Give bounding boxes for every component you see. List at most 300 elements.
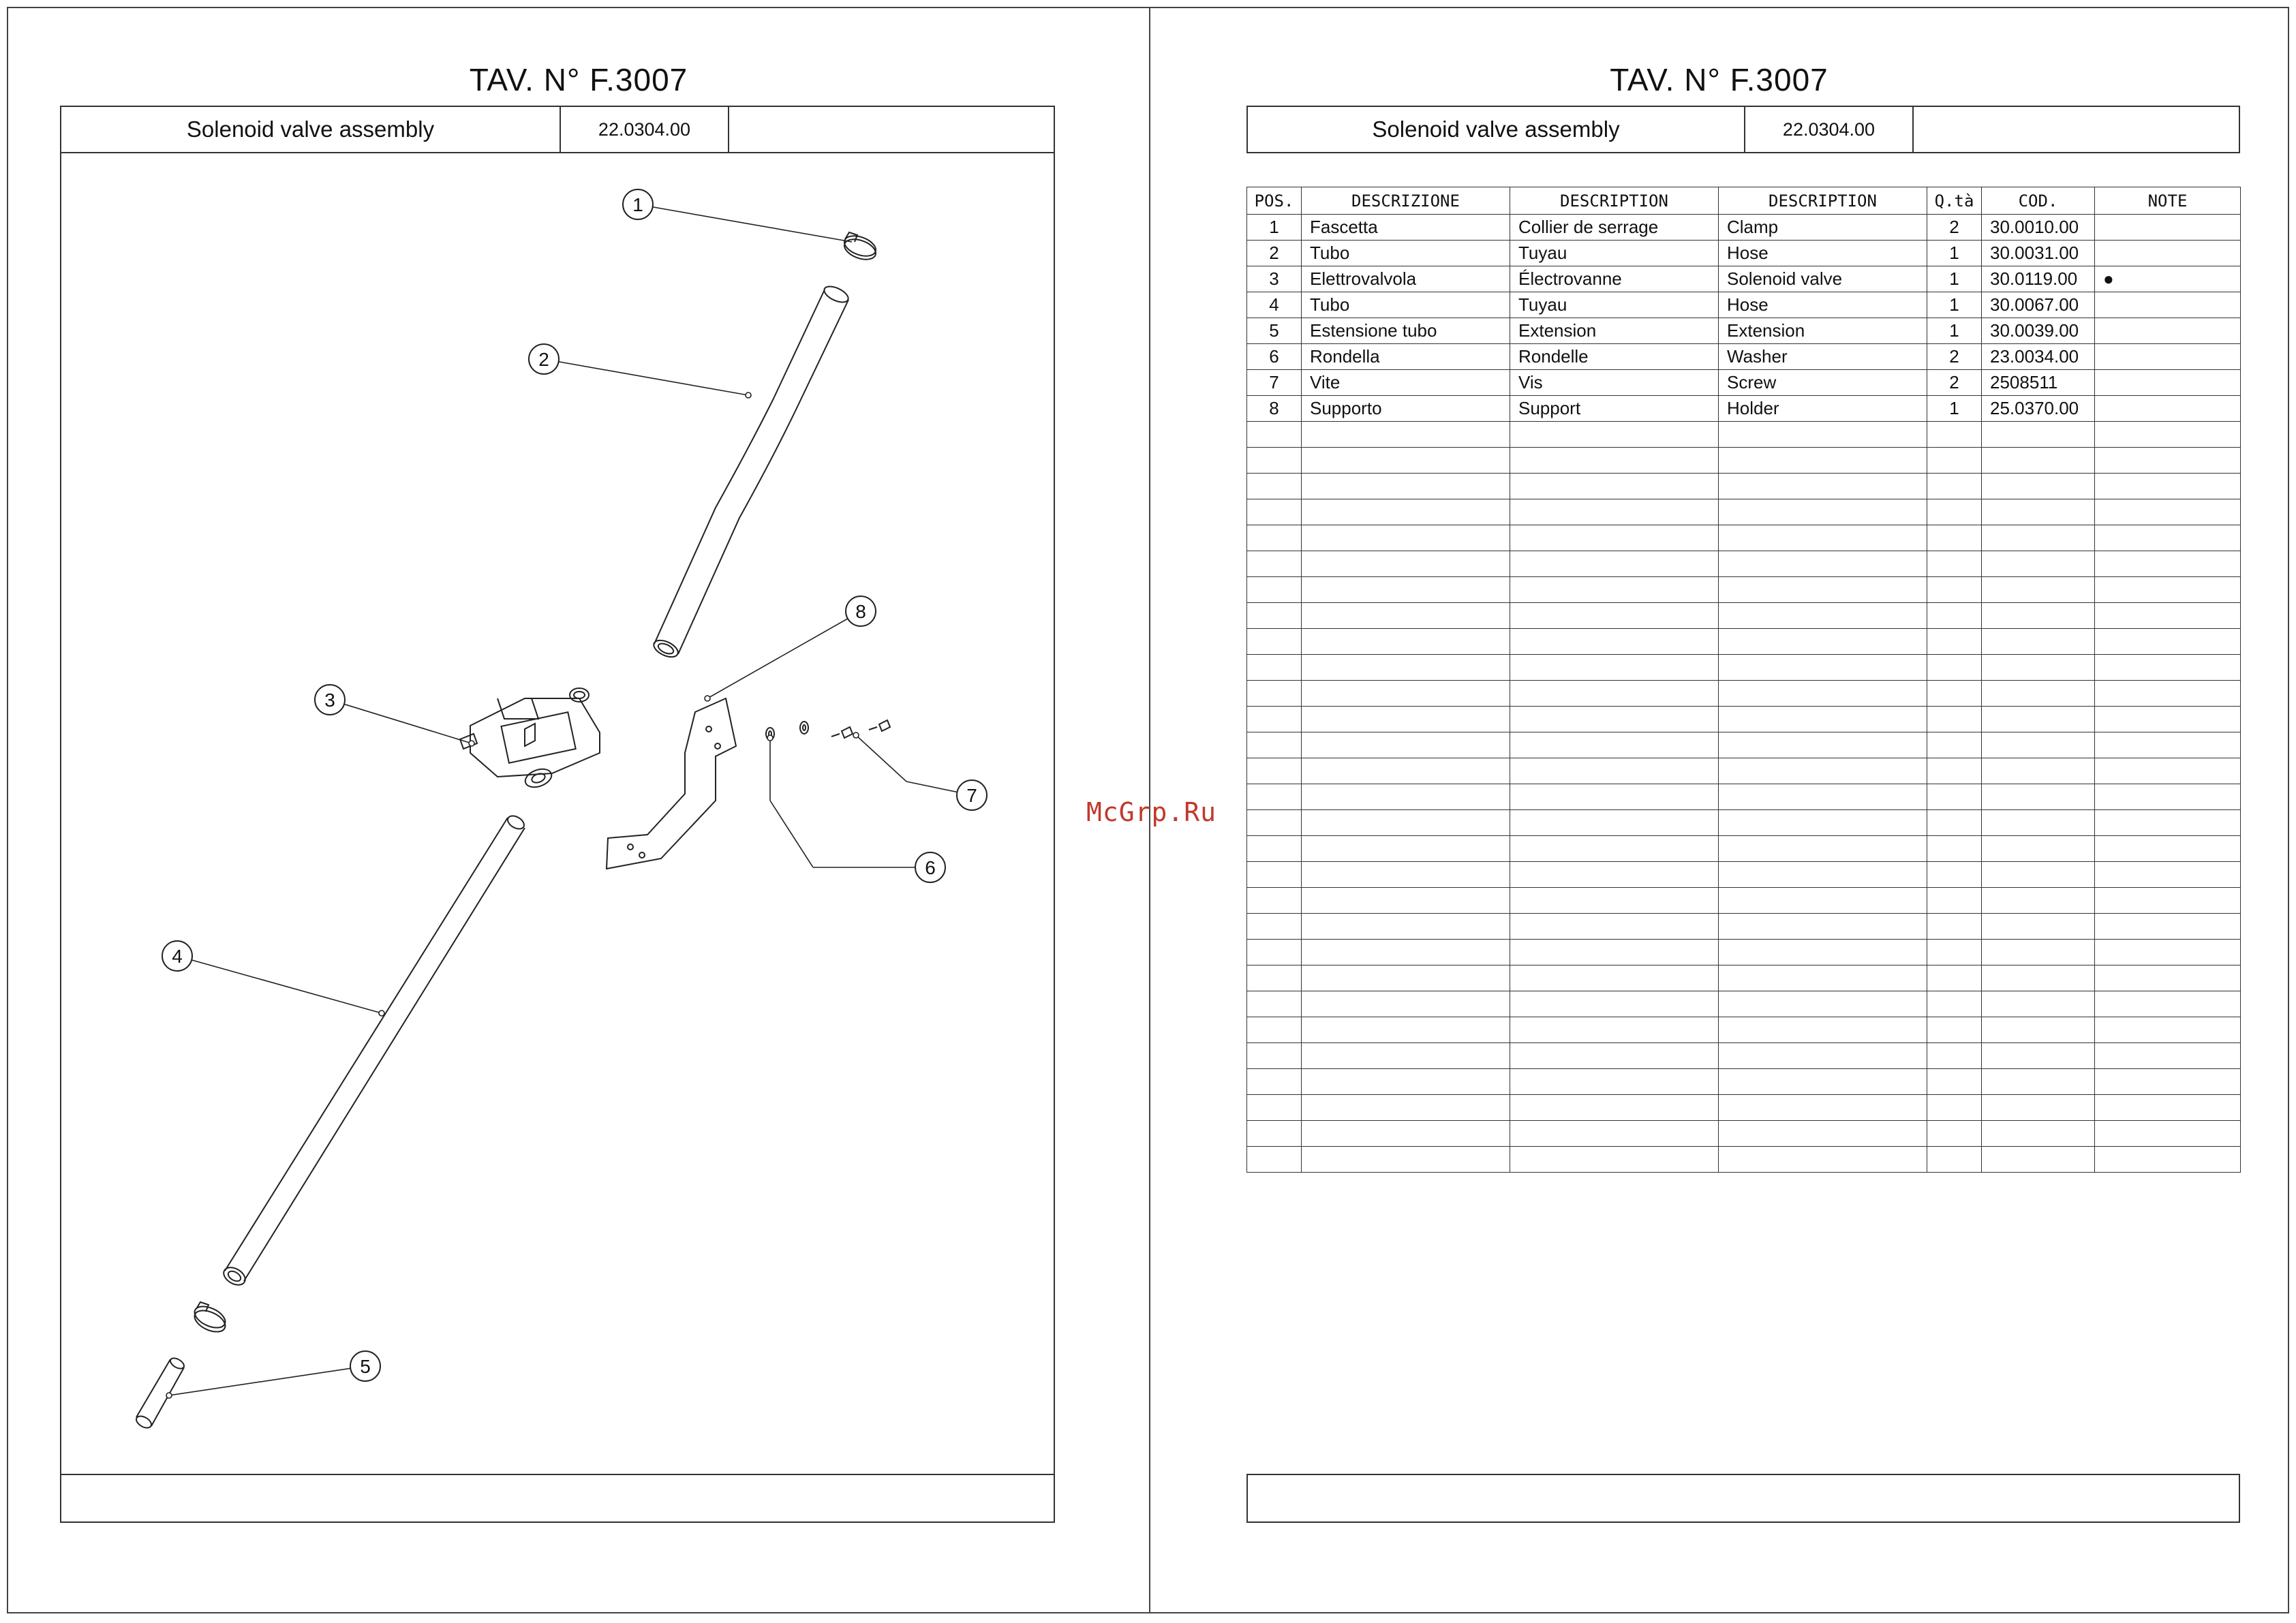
description-fr-cell xyxy=(1510,732,1719,758)
pos-cell xyxy=(1247,965,1302,991)
table-row xyxy=(1247,266,2241,292)
description-fr-cell: Support xyxy=(1510,396,1719,422)
description-fr-cell xyxy=(1510,836,1719,862)
descrizione-cell: Fascetta xyxy=(1302,215,1510,241)
parts-footer xyxy=(1246,1474,2240,1523)
drawing-sheet xyxy=(7,7,1150,1613)
note-cell xyxy=(2095,732,2241,758)
empty-table-row xyxy=(1247,577,2241,603)
pos-cell xyxy=(1247,603,1302,629)
description-fr-cell xyxy=(1510,1095,1719,1121)
qty-cell xyxy=(1927,1121,1982,1147)
callout-2-label: 2 xyxy=(538,349,549,370)
descrizione-cell: Rondella xyxy=(1302,344,1510,370)
descrizione-cell xyxy=(1302,888,1510,914)
code-cell xyxy=(1982,499,2095,525)
code-cell xyxy=(1982,914,2095,940)
description-en-cell: Screw xyxy=(1719,370,1927,396)
col-code: COD. xyxy=(1982,187,2095,215)
callout-8-label: 8 xyxy=(855,601,866,622)
description-fr-cell xyxy=(1510,758,1719,784)
descrizione-cell xyxy=(1302,525,1510,551)
descrizione-cell xyxy=(1302,862,1510,888)
descrizione-cell: Tubo xyxy=(1302,292,1510,318)
pos-cell: 2 xyxy=(1247,241,1302,266)
description-fr-cell: Vis xyxy=(1510,370,1719,396)
pos-cell xyxy=(1247,681,1302,707)
description-en-cell xyxy=(1719,914,1927,940)
note-cell xyxy=(2095,241,2241,266)
description-en-cell xyxy=(1719,448,1927,474)
code-cell xyxy=(1982,603,2095,629)
qty-cell xyxy=(1927,888,1982,914)
pos-cell xyxy=(1247,888,1302,914)
description-en-cell xyxy=(1719,1121,1927,1147)
code-cell xyxy=(1982,888,2095,914)
description-en-cell xyxy=(1719,603,1927,629)
description-en-cell xyxy=(1719,681,1927,707)
empty-table-row xyxy=(1247,810,2241,836)
description-en-cell xyxy=(1719,758,1927,784)
descrizione-cell xyxy=(1302,1095,1510,1121)
col-description-fr: DESCRIPTION xyxy=(1510,187,1719,215)
description-en-cell xyxy=(1719,1069,1927,1095)
note-cell xyxy=(2095,862,2241,888)
assembly-header-right xyxy=(1246,106,2240,153)
empty-table-row xyxy=(1247,551,2241,577)
description-en-cell xyxy=(1719,836,1927,862)
code-cell xyxy=(1982,707,2095,732)
empty-table-row xyxy=(1247,629,2241,655)
qty-cell: 2 xyxy=(1927,215,1982,241)
description-en-cell xyxy=(1719,422,1927,448)
pos-cell: 8 xyxy=(1247,396,1302,422)
description-fr-cell xyxy=(1510,1147,1719,1173)
qty-cell xyxy=(1927,732,1982,758)
description-en-cell xyxy=(1719,1043,1927,1069)
qty-cell xyxy=(1927,862,1982,888)
empty-table-row xyxy=(1247,732,2241,758)
assembly-extra xyxy=(729,107,1054,152)
code-cell xyxy=(1982,732,2095,758)
empty-table-row xyxy=(1247,681,2241,707)
description-en-cell xyxy=(1719,655,1927,681)
code-cell: 30.0119.00 xyxy=(1982,266,2095,292)
description-fr-cell xyxy=(1510,681,1719,707)
descrizione-cell: Estensione tubo xyxy=(1302,318,1510,344)
pos-cell xyxy=(1247,758,1302,784)
code-cell xyxy=(1982,1069,2095,1095)
pos-cell xyxy=(1247,1043,1302,1069)
description-fr-cell xyxy=(1510,914,1719,940)
description-en-cell xyxy=(1719,499,1927,525)
qty-cell xyxy=(1927,681,1982,707)
table-row xyxy=(1247,215,2241,241)
description-en-cell xyxy=(1719,1017,1927,1043)
description-en-cell xyxy=(1719,784,1927,810)
parts-table xyxy=(1246,187,2241,1173)
note-cell xyxy=(2095,681,2241,707)
part-solenoid-valve xyxy=(460,688,600,790)
qty-cell: 1 xyxy=(1927,318,1982,344)
note-cell xyxy=(2095,422,2241,448)
description-en-cell xyxy=(1719,474,1927,499)
qty-cell xyxy=(1927,629,1982,655)
code-cell xyxy=(1982,784,2095,810)
empty-table-row xyxy=(1247,707,2241,732)
qty-cell xyxy=(1927,474,1982,499)
note-cell xyxy=(2095,292,2241,318)
note-cell xyxy=(2095,1069,2241,1095)
empty-table-row xyxy=(1247,1069,2241,1095)
pos-cell xyxy=(1247,448,1302,474)
description-en-cell xyxy=(1719,577,1927,603)
note-cell xyxy=(2095,603,2241,629)
qty-cell xyxy=(1927,448,1982,474)
description-fr-cell xyxy=(1510,810,1719,836)
pos-cell xyxy=(1247,551,1302,577)
pos-cell xyxy=(1247,1121,1302,1147)
assembly-name-right: Solenoid valve assembly xyxy=(1248,107,1745,152)
code-cell xyxy=(1982,422,2095,448)
pos-cell xyxy=(1247,629,1302,655)
table-header-row xyxy=(1247,187,2241,215)
description-en-cell xyxy=(1719,940,1927,965)
qty-cell xyxy=(1927,499,1982,525)
part-holder-bracket xyxy=(607,698,736,869)
empty-table-row xyxy=(1247,862,2241,888)
code-cell xyxy=(1982,1121,2095,1147)
note-cell xyxy=(2095,525,2241,551)
code-cell: 25.0370.00 xyxy=(1982,396,2095,422)
note-cell xyxy=(2095,1043,2241,1069)
empty-table-row xyxy=(1247,914,2241,940)
qty-cell xyxy=(1927,758,1982,784)
note-cell xyxy=(2095,215,2241,241)
qty-cell: 1 xyxy=(1927,396,1982,422)
code-cell: 2508511 xyxy=(1982,370,2095,396)
note-cell xyxy=(2095,784,2241,810)
callout-6-label: 6 xyxy=(925,857,936,878)
description-en-cell: Clamp xyxy=(1719,215,1927,241)
qty-cell xyxy=(1927,603,1982,629)
qty-cell xyxy=(1927,940,1982,965)
description-en-cell xyxy=(1719,991,1927,1017)
code-cell xyxy=(1982,1147,2095,1173)
description-fr-cell: Tuyau xyxy=(1510,241,1719,266)
pos-cell xyxy=(1247,1069,1302,1095)
code-cell xyxy=(1982,836,2095,862)
note-cell xyxy=(2095,551,2241,577)
code-cell xyxy=(1982,1043,2095,1069)
note-cell xyxy=(2095,370,2241,396)
pos-cell xyxy=(1247,1017,1302,1043)
callout-6 xyxy=(915,852,945,882)
col-descrizione: DESCRIZIONE xyxy=(1302,187,1510,215)
pos-cell xyxy=(1247,836,1302,862)
description-fr-cell xyxy=(1510,1121,1719,1147)
note-cell xyxy=(2095,396,2241,422)
description-fr-cell xyxy=(1510,784,1719,810)
description-fr-cell xyxy=(1510,525,1719,551)
description-en-cell xyxy=(1719,551,1927,577)
table-row xyxy=(1247,344,2241,370)
note-cell xyxy=(2095,836,2241,862)
callout-5-label: 5 xyxy=(360,1356,371,1377)
note-cell xyxy=(2095,474,2241,499)
empty-table-row xyxy=(1247,965,2241,991)
qty-cell xyxy=(1927,525,1982,551)
description-fr-cell xyxy=(1510,940,1719,965)
col-pos: POS. xyxy=(1247,187,1302,215)
description-en-cell xyxy=(1719,965,1927,991)
description-en-cell xyxy=(1719,888,1927,914)
description-en-cell xyxy=(1719,707,1927,732)
pos-cell: 1 xyxy=(1247,215,1302,241)
page-title: TAV. N° F.3007 xyxy=(469,62,688,97)
empty-table-row xyxy=(1247,499,2241,525)
assembly-header xyxy=(60,106,1055,153)
descrizione-cell: Elettrovalvola xyxy=(1302,266,1510,292)
description-en-cell xyxy=(1719,732,1927,758)
description-en-cell xyxy=(1719,862,1927,888)
callout-3 xyxy=(315,685,345,715)
code-cell xyxy=(1982,655,2095,681)
descrizione-cell xyxy=(1302,1121,1510,1147)
descrizione-cell: Supporto xyxy=(1302,396,1510,422)
pos-cell xyxy=(1247,499,1302,525)
descrizione-cell xyxy=(1302,629,1510,655)
callout-8 xyxy=(846,596,876,626)
empty-table-row xyxy=(1247,603,2241,629)
code-cell xyxy=(1982,862,2095,888)
note-cell xyxy=(2095,318,2241,344)
empty-table-row xyxy=(1247,448,2241,474)
qty-cell: 1 xyxy=(1927,292,1982,318)
code-cell xyxy=(1982,991,2095,1017)
empty-table-row xyxy=(1247,655,2241,681)
qty-cell xyxy=(1927,1017,1982,1043)
code-cell xyxy=(1982,1095,2095,1121)
note-cell xyxy=(2095,344,2241,370)
qty-cell xyxy=(1927,1043,1982,1069)
part-hose-curved xyxy=(652,283,851,660)
note-cell xyxy=(2095,810,2241,836)
pos-cell: 6 xyxy=(1247,344,1302,370)
description-fr-cell xyxy=(1510,422,1719,448)
callout-7-label: 7 xyxy=(966,785,977,806)
callout-1-label: 1 xyxy=(632,194,643,215)
description-en-cell: Hose xyxy=(1719,292,1927,318)
table-row xyxy=(1247,396,2241,422)
pos-cell xyxy=(1247,1147,1302,1173)
qty-cell xyxy=(1927,1095,1982,1121)
description-en-cell xyxy=(1719,1095,1927,1121)
callout-7 xyxy=(957,780,987,810)
description-en-cell: Hose xyxy=(1719,241,1927,266)
qty-cell xyxy=(1927,991,1982,1017)
pos-cell xyxy=(1247,810,1302,836)
empty-table-row xyxy=(1247,1121,2241,1147)
descrizione-cell xyxy=(1302,836,1510,862)
note-cell xyxy=(2095,914,2241,940)
descrizione-cell xyxy=(1302,655,1510,681)
pos-cell: 7 xyxy=(1247,370,1302,396)
callout-3-label: 3 xyxy=(324,690,335,711)
description-fr-cell xyxy=(1510,707,1719,732)
note-cell xyxy=(2095,629,2241,655)
part-clamp-lower xyxy=(192,1302,228,1336)
qty-cell xyxy=(1927,707,1982,732)
note-cell xyxy=(2095,1017,2241,1043)
empty-table-row xyxy=(1247,888,2241,914)
description-fr-cell xyxy=(1510,577,1719,603)
descrizione-cell xyxy=(1302,965,1510,991)
col-description-en: DESCRIPTION xyxy=(1719,187,1927,215)
empty-table-row xyxy=(1247,422,2241,448)
descrizione-cell xyxy=(1302,681,1510,707)
qty-cell: 2 xyxy=(1927,344,1982,370)
descrizione-cell xyxy=(1302,499,1510,525)
empty-table-row xyxy=(1247,474,2241,499)
table-row xyxy=(1247,292,2241,318)
note-cell xyxy=(2095,448,2241,474)
code-cell: 30.0067.00 xyxy=(1982,292,2095,318)
table-row xyxy=(1247,370,2241,396)
descrizione-cell xyxy=(1302,1147,1510,1173)
description-fr-cell xyxy=(1510,448,1719,474)
drawing-area xyxy=(60,152,1055,1475)
watermark: McGrp.Ru xyxy=(1086,797,1217,827)
descrizione-cell xyxy=(1302,707,1510,732)
descrizione-cell: Tubo xyxy=(1302,241,1510,266)
description-en-cell xyxy=(1719,810,1927,836)
qty-cell xyxy=(1927,810,1982,836)
descrizione-cell xyxy=(1302,1043,1510,1069)
qty-cell xyxy=(1927,965,1982,991)
note-cell xyxy=(2095,707,2241,732)
empty-table-row xyxy=(1247,1043,2241,1069)
description-fr-cell xyxy=(1510,474,1719,499)
pos-cell xyxy=(1247,525,1302,551)
qty-cell xyxy=(1927,422,1982,448)
note-cell xyxy=(2095,965,2241,991)
part-hose-straight xyxy=(221,814,526,1288)
descrizione-cell xyxy=(1302,474,1510,499)
code-cell xyxy=(1982,681,2095,707)
code-cell xyxy=(1982,940,2095,965)
callout-4-label: 4 xyxy=(172,946,183,967)
descrizione-cell xyxy=(1302,1069,1510,1095)
empty-table-row xyxy=(1247,758,2241,784)
descrizione-cell xyxy=(1302,577,1510,603)
qty-cell xyxy=(1927,1147,1982,1173)
description-fr-cell xyxy=(1510,655,1719,681)
note-cell xyxy=(2095,940,2241,965)
callout-2 xyxy=(529,344,559,374)
part-clamp-top xyxy=(842,232,878,264)
pos-cell xyxy=(1247,474,1302,499)
empty-table-row xyxy=(1247,836,2241,862)
code-cell xyxy=(1982,1017,2095,1043)
descrizione-cell xyxy=(1302,914,1510,940)
part-screws xyxy=(831,720,890,738)
description-en-cell: Solenoid valve xyxy=(1719,266,1927,292)
empty-table-row xyxy=(1247,1095,2241,1121)
pos-cell xyxy=(1247,732,1302,758)
empty-table-row xyxy=(1247,784,2241,810)
description-fr-cell: Rondelle xyxy=(1510,344,1719,370)
descrizione-cell xyxy=(1302,422,1510,448)
empty-table-row xyxy=(1247,940,2241,965)
pos-cell xyxy=(1247,1095,1302,1121)
descrizione-cell xyxy=(1302,603,1510,629)
col-qty: Q.tà xyxy=(1927,187,1982,215)
description-fr-cell xyxy=(1510,991,1719,1017)
descrizione-cell xyxy=(1302,732,1510,758)
callout-5 xyxy=(350,1351,380,1381)
qty-cell xyxy=(1927,551,1982,577)
pos-cell xyxy=(1247,862,1302,888)
descrizione-cell xyxy=(1302,784,1510,810)
code-cell: 30.0010.00 xyxy=(1982,215,2095,241)
pos-cell xyxy=(1247,991,1302,1017)
code-cell xyxy=(1982,810,2095,836)
description-fr-cell xyxy=(1510,1069,1719,1095)
descrizione-cell xyxy=(1302,810,1510,836)
code-cell xyxy=(1982,525,2095,551)
note-cell xyxy=(2095,991,2241,1017)
parts-list-sheet xyxy=(1149,7,2289,1613)
code-cell: 30.0039.00 xyxy=(1982,318,2095,344)
assembly-extra-right xyxy=(1914,107,2239,152)
descrizione-cell xyxy=(1302,758,1510,784)
code-cell xyxy=(1982,551,2095,577)
code-cell xyxy=(1982,448,2095,474)
qty-cell xyxy=(1927,577,1982,603)
code-cell xyxy=(1982,577,2095,603)
note-cell xyxy=(2095,499,2241,525)
descrizione-cell xyxy=(1302,551,1510,577)
description-fr-cell: Extension xyxy=(1510,318,1719,344)
description-fr-cell xyxy=(1510,888,1719,914)
description-en-cell: Holder xyxy=(1719,396,1927,422)
description-fr-cell xyxy=(1510,629,1719,655)
descrizione-cell xyxy=(1302,991,1510,1017)
description-fr-cell xyxy=(1510,965,1719,991)
descrizione-cell: Vite xyxy=(1302,370,1510,396)
note-cell: ● xyxy=(2095,266,2241,292)
pos-cell xyxy=(1247,422,1302,448)
note-cell xyxy=(2095,1121,2241,1147)
description-fr-cell xyxy=(1510,862,1719,888)
code-cell xyxy=(1982,758,2095,784)
description-en-cell: Washer xyxy=(1719,344,1927,370)
pos-cell: 5 xyxy=(1247,318,1302,344)
code-cell xyxy=(1982,629,2095,655)
empty-table-row xyxy=(1247,1017,2241,1043)
note-cell xyxy=(2095,888,2241,914)
description-fr-cell: Électrovanne xyxy=(1510,266,1719,292)
qty-cell: 1 xyxy=(1927,266,1982,292)
descrizione-cell xyxy=(1302,1017,1510,1043)
pos-cell xyxy=(1247,707,1302,732)
description-fr-cell xyxy=(1510,551,1719,577)
description-fr-cell xyxy=(1510,1043,1719,1069)
description-fr-cell xyxy=(1510,603,1719,629)
qty-cell xyxy=(1927,655,1982,681)
pos-cell xyxy=(1247,577,1302,603)
